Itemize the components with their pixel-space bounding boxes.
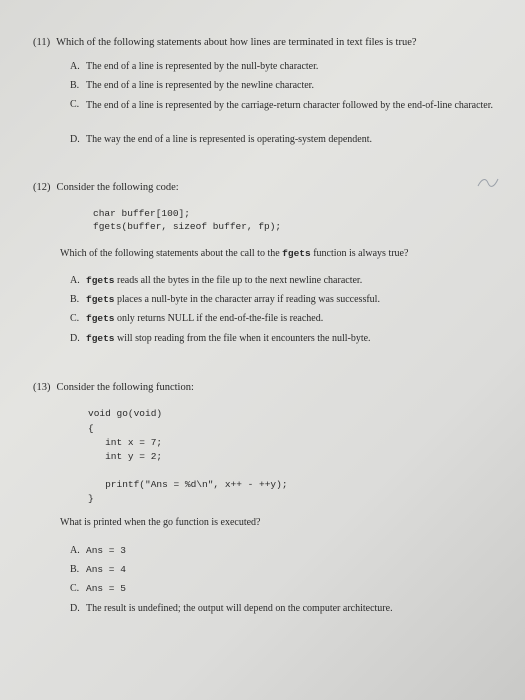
question-intro: Consider the following code:: [56, 182, 179, 193]
question-text-part: function is always true?: [313, 248, 409, 259]
option-letter: C.: [70, 313, 80, 324]
option-letter: A.: [70, 545, 80, 556]
option-text: reads all the bytes in the file up to the next newline character.: [117, 275, 363, 286]
question-text-part: Which of the following statements about the call to the: [60, 248, 280, 259]
question-12-header: [33, 182, 179, 193]
option-a: [70, 275, 362, 286]
code-line: void go(void): [88, 408, 163, 419]
option-letter: C.: [70, 99, 80, 110]
option-text: The end of a line is represented by the null-byte character.: [86, 61, 319, 72]
option-d: [70, 603, 393, 614]
option-letter: C.: [70, 583, 80, 594]
option-a: [70, 61, 318, 72]
question-number: (11): [33, 37, 51, 48]
option-letter: B.: [70, 80, 80, 91]
inline-code: Ans = 4: [86, 564, 126, 575]
option-letter: D.: [70, 603, 80, 614]
option-letter: D.: [70, 333, 80, 344]
option-d: [70, 134, 372, 145]
code-line: {: [88, 423, 94, 434]
question-11-header: [33, 37, 417, 48]
code-line: int x = 7;: [88, 437, 163, 448]
option-c: [70, 583, 126, 594]
inline-code: fgets: [86, 275, 115, 286]
option-text: only returns NULL if the end-of-the-file is reached.: [117, 313, 324, 324]
option-letter: A.: [70, 275, 80, 286]
option-letter: A.: [70, 61, 80, 72]
code-line: char buffer[100];: [93, 208, 190, 219]
option-c: [70, 99, 506, 112]
question-intro: Consider the following function:: [56, 382, 194, 393]
option-letter: B.: [70, 564, 80, 575]
option-text: places a null-byte in the character array if reading was successful.: [117, 294, 380, 305]
code-line: }: [88, 493, 94, 504]
inline-code: fgets: [282, 248, 311, 259]
question-13-header: [33, 382, 194, 393]
option-b: [70, 294, 380, 305]
code-line: printf("Ans = %d\n", x++ - ++y);: [88, 479, 288, 490]
question-text: [60, 248, 408, 259]
inline-code: fgets: [86, 294, 115, 305]
question-number: (13): [33, 382, 51, 393]
option-text: The end of a line is represented by the carriage-return character followed by the end-of-line character.: [86, 100, 494, 111]
option-text: will stop reading from the file when it encounters the null-byte.: [117, 333, 371, 344]
option-a: [70, 545, 126, 556]
option-b: [70, 80, 314, 91]
option-letter: D.: [70, 134, 80, 145]
option-d: [70, 333, 371, 344]
option-c: [70, 313, 323, 324]
inline-code: Ans = 5: [86, 583, 126, 594]
option-text: The way the end of a line is represented is operating-system dependent.: [86, 134, 373, 145]
inline-code: fgets: [86, 313, 115, 324]
option-letter: B.: [70, 294, 80, 305]
option-text: The result is undefined; the output will depend on the computer architecture.: [86, 603, 393, 614]
inline-code: Ans = 3: [86, 545, 126, 556]
inline-code: fgets: [86, 333, 115, 344]
option-text: The end of a line is represented by the newline character.: [86, 80, 314, 91]
question-text: Which of the following statements about how lines are terminated in text files is true?: [56, 37, 417, 48]
question-number: (12): [33, 182, 51, 193]
option-b: [70, 564, 126, 575]
pencil-mark-icon: [476, 176, 500, 190]
question-text: What is printed when the go function is executed?: [60, 517, 261, 528]
code-line: fgets(buffer, sizeof buffer, fp);: [93, 221, 282, 232]
code-line: int y = 2;: [88, 451, 163, 462]
